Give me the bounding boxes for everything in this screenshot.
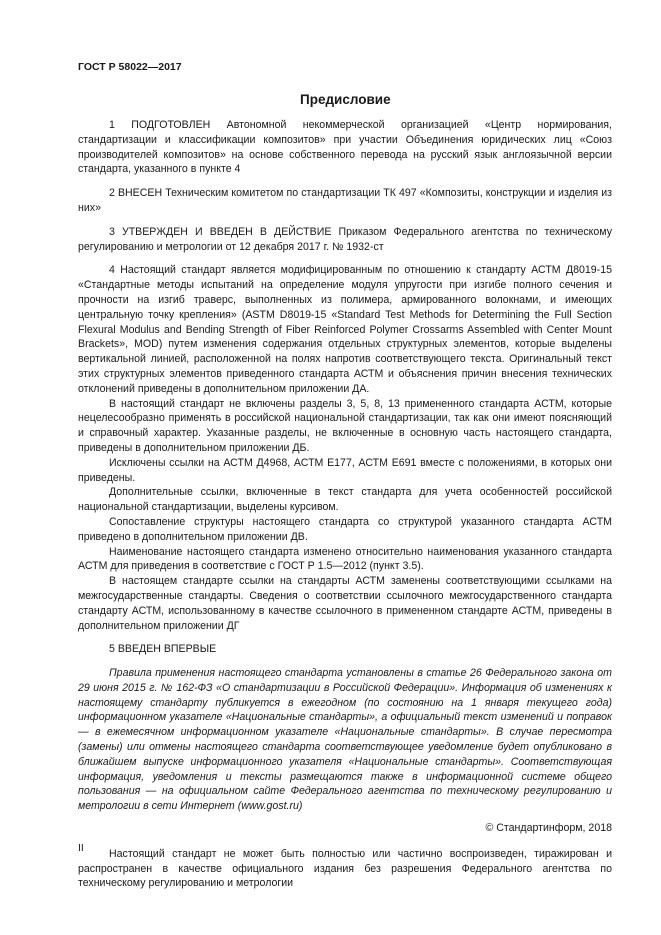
reproduction-notice: Настоящий стандарт не может быть полностью или частично воспроизведен, тиражирован и распространен в качестве официального издания без разрешения Федерального агентства по техническому регулированию и метрологии <box>78 847 612 890</box>
paragraph-2-introduced: 2 ВНЕСЕН Техническим комитетом по стандартизации ТК 497 «Композиты, конструкции и изделия из них» <box>78 187 612 214</box>
page-title: Предисловие <box>300 92 391 107</box>
document-body <box>78 118 612 891</box>
paragraph-4-reference-replacement: В настоящем стандарте ссылки на стандарты АСТМ заменены соответствующими ссылками на межгосударственные стандарты. Сведения о соответствии ссылочного межгосударственного стандарта стандарту АСТМ, использованному в качестве ссылочного в примененном стандарте АСТМ, приведены в дополнительном приложении ДГ <box>78 575 612 632</box>
paragraph-4-modified: 4 Настоящий стандарт является модифицированным по отношению к стандарту АСТМ Д8019-15 «Стандартные методы испытаний на определение модуля упругости при изгибе полного сечения и прочности на изгиб траверс, выполненных из полимера, армированного волокнами, и имеющих центральную точку крепления» (ASTM D8019-15 «Standard Test Methods for Determining the Full Section Flexural Modulus and Bending Strength of Fiber Reinforced Polymer Crossarms Assembled with Center Mount Brackets», MOD) путем изменения содержания отдельных структурных элементов, которые выделены вертикальной линией, расположенной на полях напротив соответствующего текста. Оригинальный текст этих структурных элементов приведенного стандарта АСТМ и объяснения причин внесения технических отклонений приведены в дополнительном приложении ДА. <box>78 264 612 395</box>
paragraph-4-excluded-sections: В настоящий стандарт не включены разделы 3, 5, 8, 13 примененного стандарта АСТМ, которые нецелесообразно применять в российской национальной стандартизации, так как они имеют поясняющий и справочный характер. Указанные разделы, не включенные в основную часть настоящего стандарта, приведены в дополнительном приложении ДБ. <box>78 397 612 454</box>
paragraph-4-structure-comparison: Сопоставление структуры настоящего стандарта со структурой указанного стандарта АСТМ приведено в дополнительном приложении ДВ. <box>78 515 612 543</box>
paragraph-5-first-introduced: 5 ВВЕДЕН ВПЕРВЫЕ <box>109 643 217 656</box>
standard-number-header: ГОСТ Р 58022—2017 <box>78 61 182 73</box>
paragraph-4-excluded-references: Исключены ссылки на АСТМ Д4968, АСТМ Е177, АСТМ Е691 вместе с положениями, в которых они приведены. <box>78 456 612 484</box>
application-rules-notice: Правила применения настоящего стандарта установлены в статье 26 Федерального закона от 29 июня 2015 г. № 162-ФЗ «О стандартизации в Российской Федерации». Информация об изменениях к настоящему стандарту публикуется в ежегодном (по состоянию на 1 января текущего года) информационном указателе «Национальные стандарты», а официальный текст изменений и поправок — в ежемесячном информационном указателе «Национальные стандарты». В случае пересмотра (замены) или отмены настоящего стандарта соответствующее уведомление будет опубликовано в ближайшем выпуске информационного указателя «Национальные стандарты». Соответствующая информация, уведомления и тексты размещаются также в информационной системе общего пользования — на официальном сайте Федерального агентства по техническому регулированию и метрологии в сети Интернет (www.gost.ru) <box>78 667 612 813</box>
paragraph-4-name-change: Наименование настоящего стандарта изменено относительно наименования указанного стандарта АСТМ для приведения в соответствие с ГОСТ Р 1.5—2012 (пункт 3.5). <box>78 545 612 573</box>
copyright-notice: © Стандартинформ, 2018 <box>485 822 612 835</box>
paragraph-1-prepared: 1 ПОДГОТОВЛЕН Автономной некоммерческой организацией «Центр нормирования, стандартизации и классификации композитов» при участии Объединения юридических лиц «Союз производителей композитов» на основе собственного перевода на русский язык англоязычной версии стандарта, указанного в пункте 4 <box>78 119 612 176</box>
paragraph-3-approved: 3 УТВЕРЖДЕН И ВВЕДЕН В ДЕЙСТВИЕ Приказом Федерального агентства по техническому регулированию и метрологии от 12 декабря 2017 г. № 1932-ст <box>78 225 612 253</box>
page-number: II <box>78 842 84 854</box>
paragraph-4-additional-references: Дополнительные ссылки, включенные в текст стандарта для учета особенностей российской национальной стандартизации, выделены курсивом. <box>78 486 612 514</box>
